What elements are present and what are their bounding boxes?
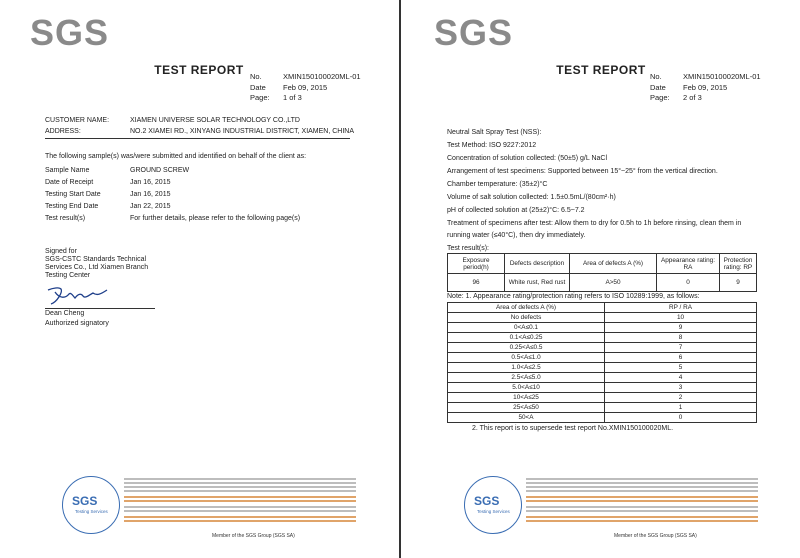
- fine-print-line: [124, 490, 356, 492]
- field-value: Jan 16, 2015: [130, 191, 171, 198]
- fine-print-line: [124, 506, 356, 508]
- table-row: [448, 323, 757, 333]
- header-cell: Defects description: [505, 254, 570, 274]
- member-text: Member of the SGS Group (SGS SA): [212, 533, 295, 539]
- table-cell: 7: [605, 343, 757, 353]
- test-line: Arrangement of test specimens: Supported between 15°~25° from the vertical direction.: [447, 168, 718, 175]
- intro-text: The following sample(s) was/were submitted and identified on behalf of the client as:: [45, 153, 307, 160]
- field-label: Sample Name: [45, 167, 90, 174]
- table-cell: 9: [720, 274, 757, 292]
- member-text: Member of the SGS Group (SGS SA): [614, 533, 697, 539]
- fine-print-line: [124, 478, 356, 480]
- field-label: Test result(s): [45, 215, 86, 222]
- table-cell: 0.1<A≤0.25: [448, 333, 605, 343]
- table-cell: 0<A≤0.1: [448, 323, 605, 333]
- result-table-header: [448, 254, 757, 274]
- table-cell: 2.5<A≤5.0: [448, 373, 605, 383]
- fine-print-line: [124, 510, 356, 512]
- divider-line: [45, 138, 350, 139]
- header-cell: Area of defects A (%): [448, 303, 605, 313]
- signed-for-line: SGS-CSTC Standards Technical: [45, 256, 147, 263]
- table-cell: 1: [605, 403, 757, 413]
- rating-table-header: [448, 303, 757, 313]
- fine-print-line: [124, 486, 356, 488]
- table-cell: 9: [605, 323, 757, 333]
- signed-for-line: Services Co., Ltd Xiamen Branch: [45, 264, 149, 271]
- table-row: [448, 373, 757, 383]
- signed-for-line: Signed for: [45, 248, 77, 255]
- header-cell: Exposure period(h): [448, 254, 505, 274]
- note2-text: 2. This report is to supersede test report No.XMIN150100020ML.: [472, 425, 674, 432]
- fine-print-line: [526, 478, 758, 480]
- table-cell: 0.25<A≤0.5: [448, 343, 605, 353]
- table-row: [448, 313, 757, 323]
- test-line: Test result(s):: [447, 245, 490, 252]
- table-cell: 8: [605, 333, 757, 343]
- field-label: Testing Start Date: [45, 191, 101, 198]
- table-row: [448, 343, 757, 353]
- seal-subtext: Testing Services: [477, 509, 510, 514]
- table-row: [448, 274, 757, 292]
- sgs-logo: SGS: [434, 12, 514, 53]
- header-cell: Protection rating: RP: [720, 254, 757, 274]
- table-cell: 10<A≤25: [448, 393, 605, 403]
- report-meta: [650, 72, 761, 104]
- rating-table: [447, 302, 757, 423]
- signature-line: [45, 308, 155, 309]
- signer-name: Dean Cheng: [45, 310, 85, 317]
- field-value: GROUND SCREW: [130, 167, 190, 174]
- table-cell: 96: [448, 274, 505, 292]
- meta-date-label: Date: [650, 82, 666, 92]
- table-cell: 5: [605, 363, 757, 373]
- table-cell: 50<A: [448, 413, 605, 423]
- fine-print-line: [526, 490, 758, 492]
- fine-print-line: [526, 496, 758, 498]
- table-cell: 3: [605, 383, 757, 393]
- table-cell: 25<A≤50: [448, 403, 605, 413]
- fine-print-line: [124, 516, 356, 518]
- meta-no-label: No.: [650, 72, 662, 81]
- fine-print-line: [526, 510, 758, 512]
- field-label: Testing End Date: [45, 203, 99, 210]
- report-meta: [250, 72, 361, 104]
- field-value: Jan 16, 2015: [130, 179, 171, 186]
- meta-page-value: 2 of 3: [683, 93, 702, 102]
- table-row: [448, 333, 757, 343]
- signer-title: Authorized signatory: [45, 320, 109, 327]
- test-line: pH of collected solution at (25±2)°C: 6.5~7.2: [447, 207, 585, 214]
- report-page-1: [0, 0, 398, 558]
- meta-page-value: 1 of 3: [283, 93, 302, 102]
- header-cell: RP / RA: [605, 303, 757, 313]
- note-text: Note: 1. Appearance rating/protection rating refers to ISO 10289:1999, as follows:: [447, 293, 700, 300]
- table-row: [448, 413, 757, 423]
- field-value: Jan 22, 2015: [130, 203, 171, 210]
- test-line: Concentration of solution collected: (50±5) g/L NaCl: [447, 155, 608, 162]
- table-row: [448, 383, 757, 393]
- meta-no-label: No.: [250, 72, 262, 81]
- table-cell: 0: [605, 413, 757, 423]
- meta-date-value: Feb 09, 2015: [283, 82, 328, 92]
- page-divider: [399, 0, 401, 558]
- table-cell: No defects: [448, 313, 605, 323]
- table-cell: A>50: [570, 274, 657, 292]
- meta-date-label: Date: [250, 82, 266, 92]
- seal-text: SGS: [72, 494, 98, 508]
- table-cell: 4: [605, 373, 757, 383]
- header-cell: Appearance rating: RA: [657, 254, 720, 274]
- table-row: [448, 363, 757, 373]
- sgs-logo: SGS: [30, 12, 110, 53]
- table-cell: 0: [657, 274, 720, 292]
- meta-page-label: Page:: [250, 93, 270, 102]
- result-table: [447, 253, 757, 292]
- meta-page-label: Page:: [650, 93, 670, 102]
- table-row: [448, 403, 757, 413]
- customer-label: CUSTOMER NAME:: [45, 117, 110, 124]
- seal-text: SGS: [474, 494, 500, 508]
- meta-date-value: Feb 09, 2015: [683, 82, 728, 92]
- table-row: [448, 353, 757, 363]
- meta-no-value: XMIN150100020ML-01: [283, 72, 361, 81]
- field-label: Date of Receipt: [45, 179, 94, 186]
- test-line: Volume of salt solution collected: 1.5±0.5mL/(80cm²·h): [447, 194, 616, 201]
- customer-value: XIAMEN UNIVERSE SOLAR TECHNOLOGY CO.,LTD: [130, 117, 300, 124]
- table-cell: 2: [605, 393, 757, 403]
- table-cell: 5.0<A≤10: [448, 383, 605, 393]
- table-cell: 0.5<A≤1.0: [448, 353, 605, 363]
- fine-print-line: [124, 482, 356, 484]
- fine-print-line: [526, 500, 758, 502]
- table-cell: 6: [605, 353, 757, 363]
- test-line: Treatment of specimens after test: Allow them to dry for 0.5h to 1h before rinsing, clean them in: [447, 220, 742, 227]
- table-cell: 1.0<A≤2.5: [448, 363, 605, 373]
- report-page-2: [402, 0, 800, 558]
- test-line: Chamber temperature: (35±2)°C: [447, 181, 548, 188]
- seal-subtext: Testing Services: [75, 509, 108, 514]
- test-line: running water (≤40°C), then dry immediately.: [447, 232, 586, 239]
- table-row: [448, 393, 757, 403]
- table-cell: 10: [605, 313, 757, 323]
- page-title: TEST REPORT: [556, 63, 646, 77]
- fine-print-line: [124, 500, 356, 502]
- page-title: TEST REPORT: [154, 63, 244, 77]
- address-value: NO.2 XIAMEI RD., XINYANG INDUSTRIAL DISTRICT, XIAMEN, CHINA: [130, 128, 355, 135]
- fine-print-line: [124, 520, 356, 522]
- fine-print-line: [124, 496, 356, 498]
- header-cell: Area of defects A (%): [570, 254, 657, 274]
- test-line: Test Method: ISO 9227:2012: [447, 142, 537, 149]
- footer-banner: [454, 470, 762, 540]
- fine-print-line: [526, 520, 758, 522]
- signed-for-line: Testing Center: [45, 272, 91, 279]
- field-value: For further details, please refer to the following page(s): [130, 215, 301, 222]
- fine-print-line: [526, 506, 758, 508]
- test-line: Neutral Salt Spray Test (NSS):: [447, 129, 542, 136]
- footer-banner: [52, 470, 360, 540]
- fine-print-line: [526, 516, 758, 518]
- signature-image: [45, 284, 115, 308]
- meta-no-value: XMIN150100020ML-01: [683, 72, 761, 81]
- fine-print-line: [526, 486, 758, 488]
- fine-print-line: [526, 482, 758, 484]
- address-label: ADDRESS:: [45, 128, 81, 135]
- table-cell: White rust, Red rust: [505, 274, 570, 292]
